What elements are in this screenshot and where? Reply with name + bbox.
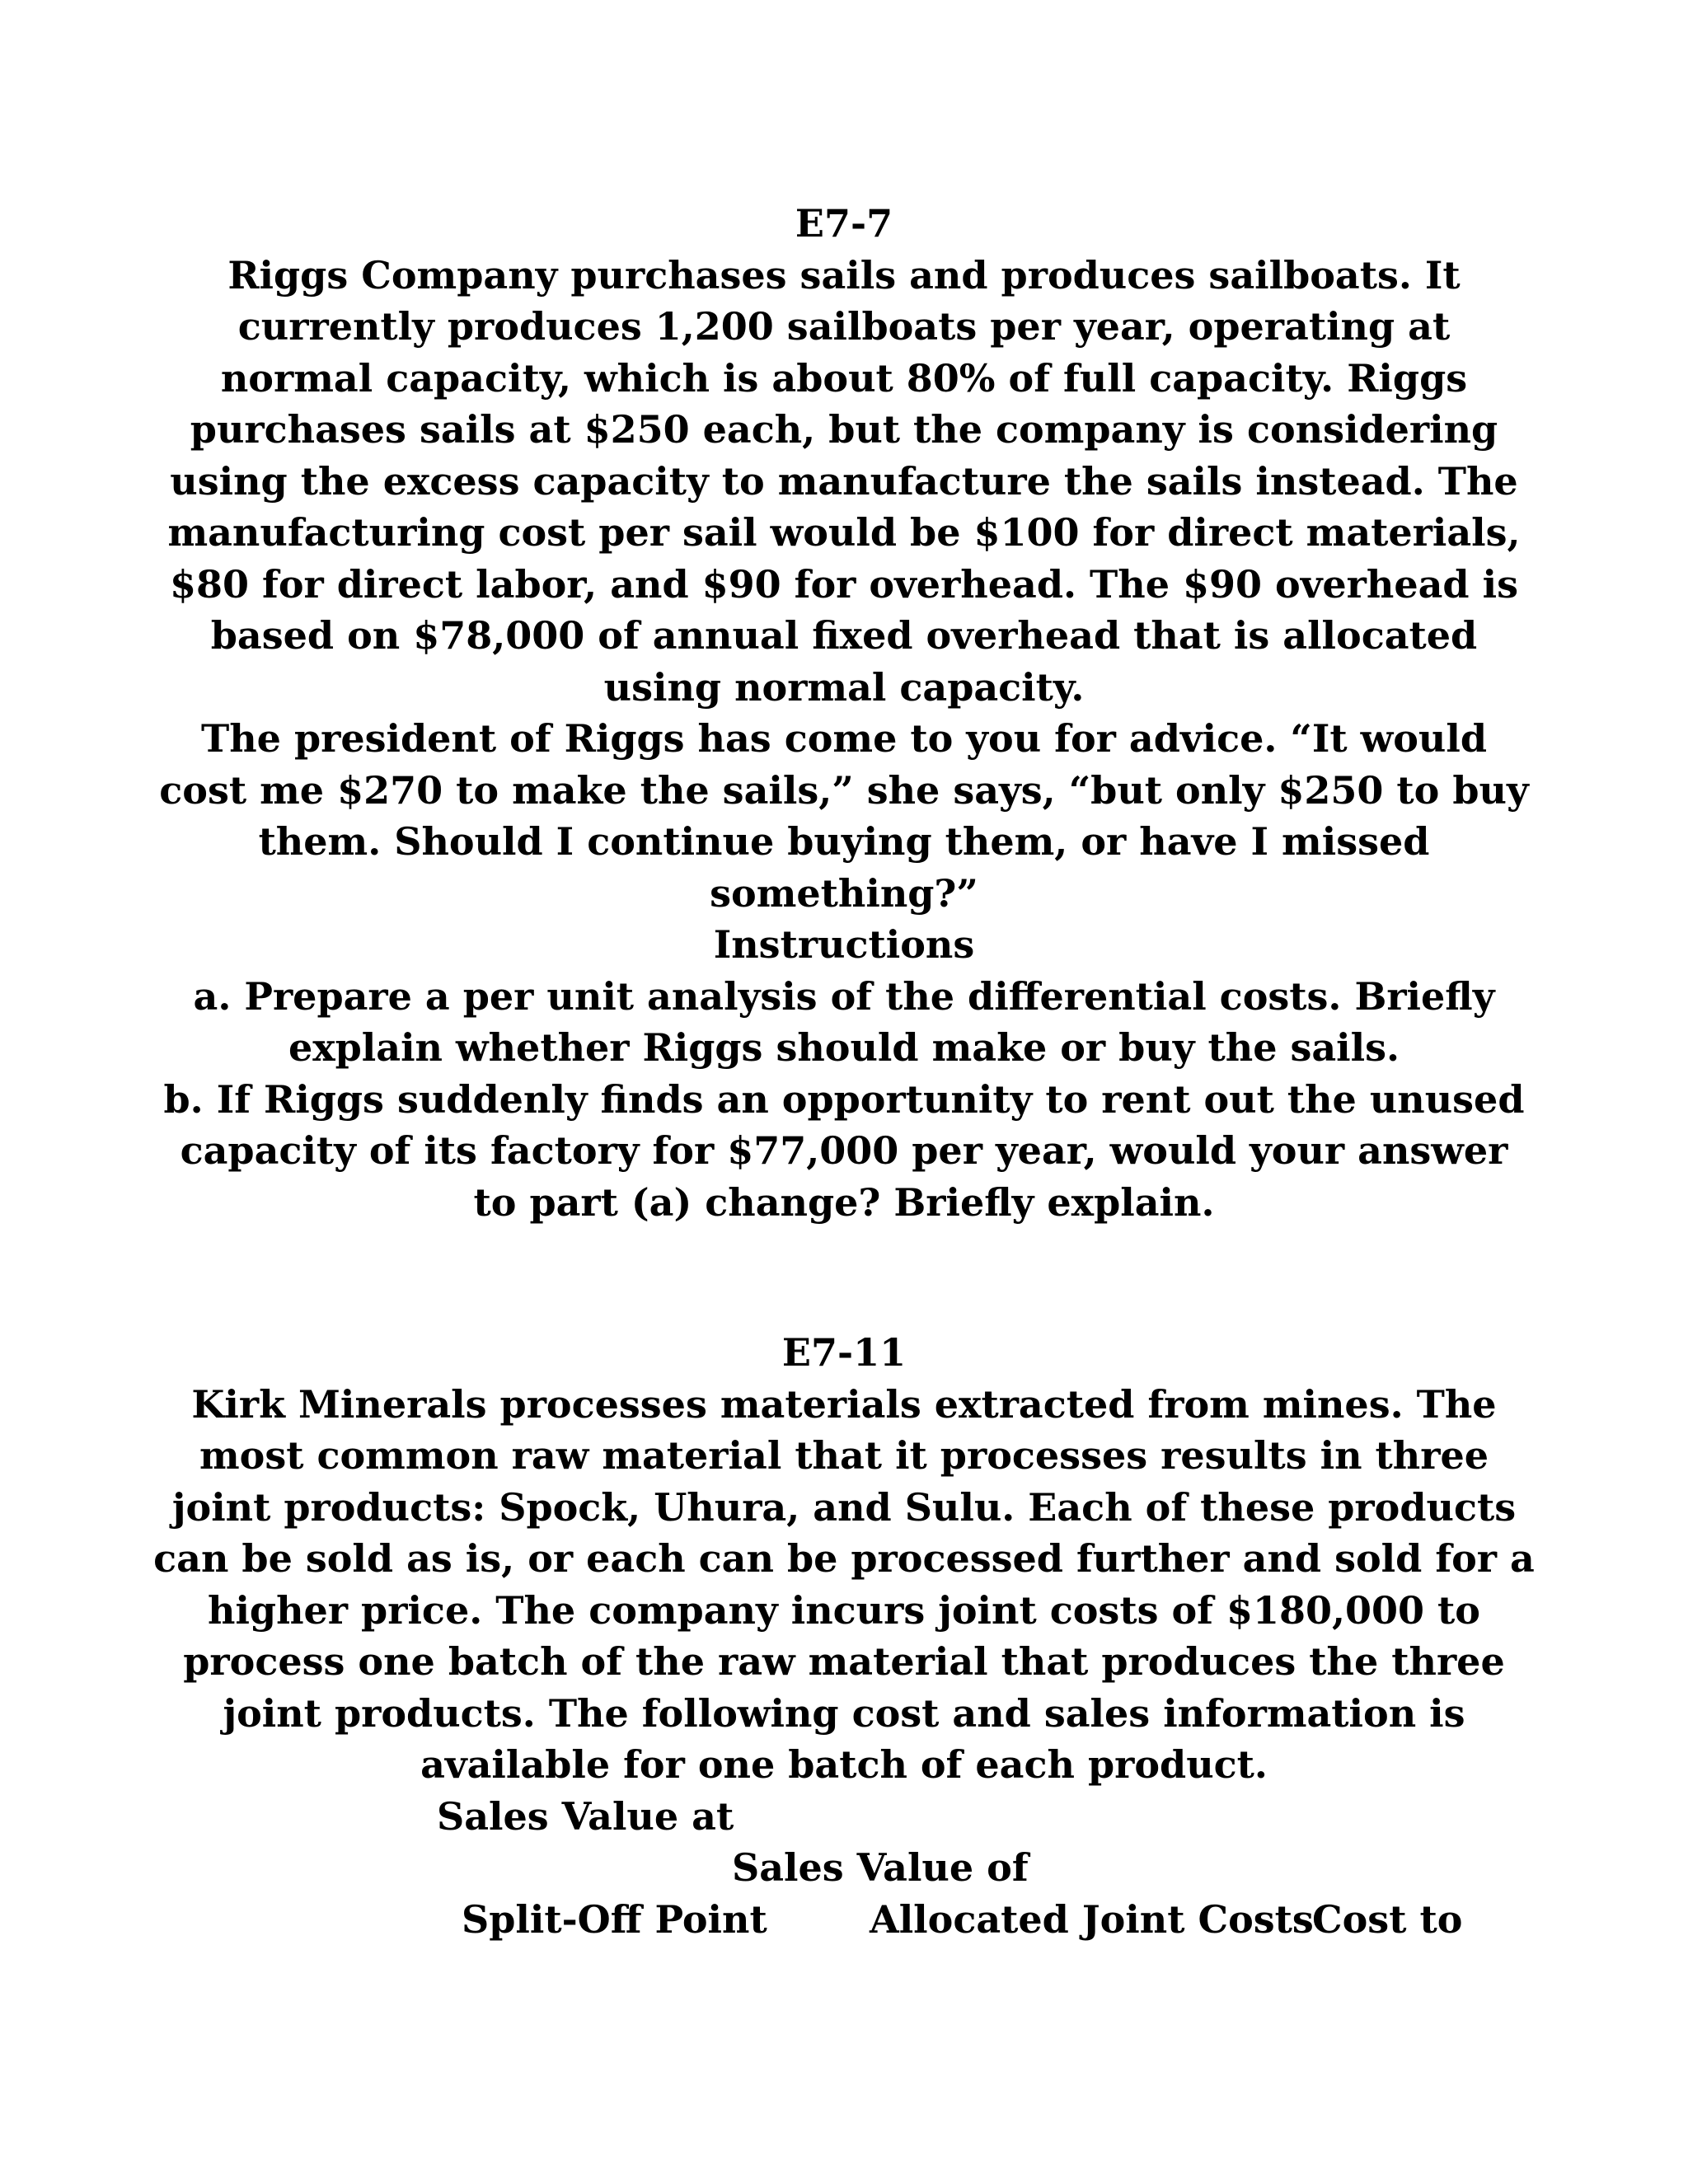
e7-7-problem-line: using the excess capacity to manufacture the sails instead. The [170,459,1518,504]
part-a-line: explain whether Riggs should make or buy the sails. [288,1025,1400,1070]
e7-11-problem-line: higher price. The company incurs joint costs of $180,000 to [208,1588,1480,1633]
e7-11-heading: E7-11 [781,1330,907,1375]
e7-11-problem-line: joint products: Spock, Uhura, and Sulu. Each of these products [171,1485,1517,1530]
part-b-line: b. If Riggs suddenly finds an opportunity to rent out the unused [163,1077,1525,1122]
e7-11-problem-line: joint products. The following cost and sales information is [223,1691,1465,1736]
header-split-off-point: Split-Off Point [462,1897,767,1942]
e7-7-problem-line: Riggs Company purchases sails and produces sailboats. It [227,253,1461,298]
header-allocated-joint-costs: Allocated Joint Costs [870,1897,1314,1942]
e7-7-quote-line: The president of Riggs has come to you for advice. “It would [201,716,1487,761]
e7-7-quote-line: something?” [710,871,978,916]
header-sales-value-at: Sales Value at [437,1794,734,1839]
e7-11-problem-line: process one batch of the raw material that produces the three [183,1639,1505,1684]
e7-7-heading: E7-7 [795,201,893,246]
part-a-line: a. Prepare a per unit analysis of the differential costs. Briefly [193,974,1495,1019]
e7-11-problem-line: most common raw material that it processes results in three [199,1433,1489,1478]
e7-7-quote-line: cost me $270 to make the sails,” she says, “but only $250 to buy [159,768,1529,813]
e7-7-problem-line: using normal capacity. [603,665,1085,710]
e7-7-problem-line: $80 for direct labor, and $90 for overhead. The $90 overhead is [170,562,1518,607]
e7-7-problem-line: currently produces 1,200 sailboats per year, operating at [237,304,1451,349]
e7-7-quote-line: them. Should I continue buying them, or have I missed [258,819,1430,864]
header-cost-to: Cost to [1312,1897,1463,1942]
e7-7-problem-line: purchases sails at $250 each, but the company is considering [190,407,1498,452]
header-sales-value-of: Sales Value of [732,1845,1029,1890]
part-b-line: capacity of its factory for $77,000 per year, would your answer [180,1128,1508,1173]
e7-11-problem-line: Kirk Minerals processes materials extracted from mines. The [191,1382,1497,1427]
e7-7-problem-line: normal capacity, which is about 80% of full capacity. Riggs [220,356,1468,401]
e7-7-problem-line: based on $78,000 of annual fixed overhead that is allocated [210,613,1478,658]
e7-7-problem-line: manufacturing cost per sail would be $100 for direct materials, [167,510,1521,555]
e7-11-problem-line: available for one batch of each product. [420,1742,1268,1787]
instructions-heading: Instructions [713,922,975,967]
e7-11-problem-line: can be sold as is, or each can be processed further and sold for a [153,1536,1535,1581]
part-b-line: to part (a) change? Briefly explain. [473,1180,1215,1225]
